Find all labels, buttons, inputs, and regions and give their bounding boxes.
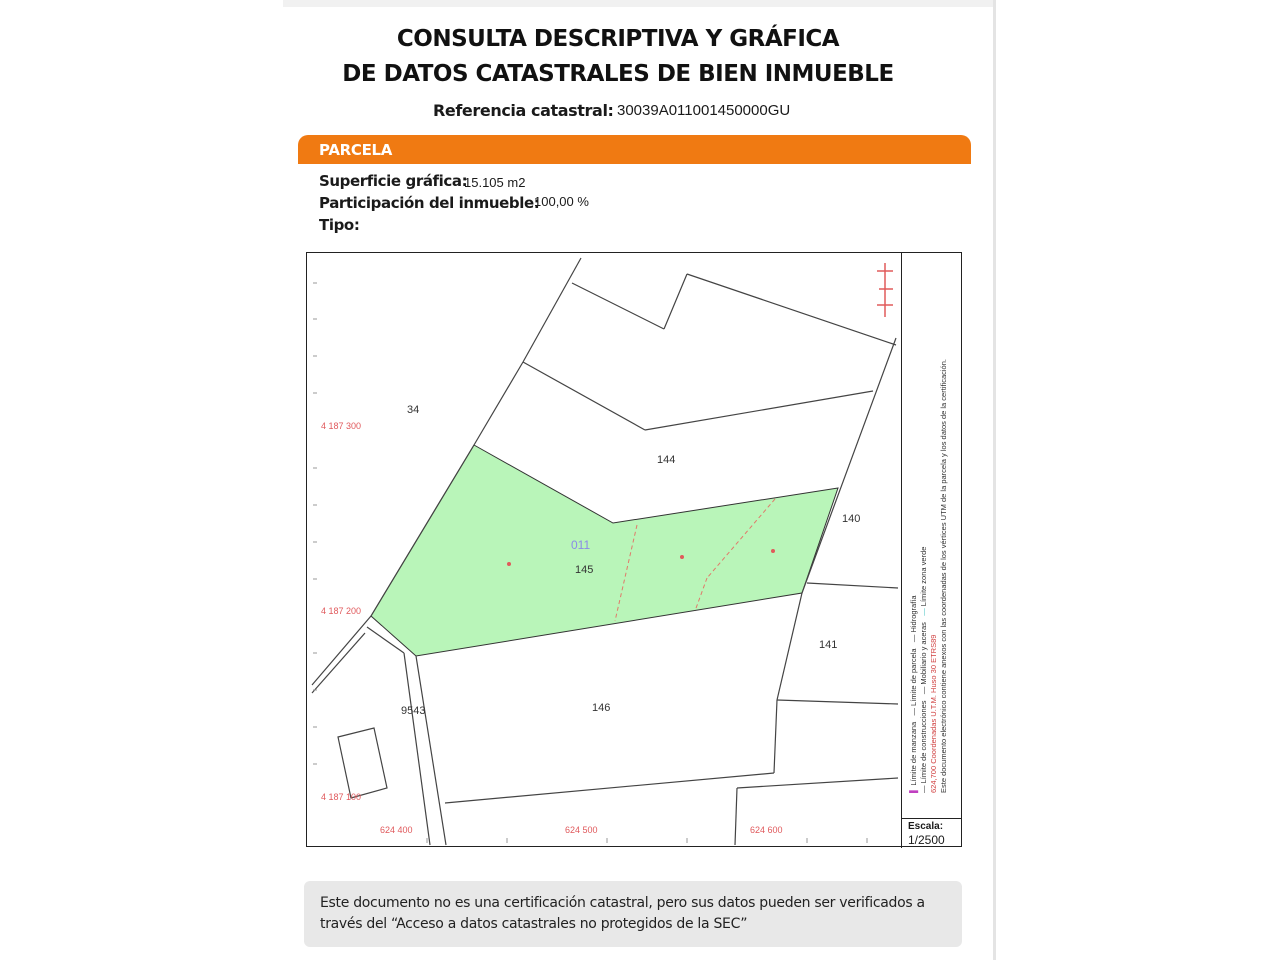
document-title-line1: CONSULTA DESCRIPTIVA Y GRÁFICA	[396, 26, 840, 52]
scale-value: 1/2500	[908, 833, 945, 847]
page-top-edge	[283, 0, 993, 7]
legend-limite-manzana: Límite de manzana	[909, 721, 918, 786]
disclaimer-box	[304, 881, 962, 947]
legend-hidrografia: Hidrografía	[909, 595, 918, 633]
cadastral-reference-value: 30039A011001450000GU	[617, 102, 791, 119]
x-coord-3: 624 600	[750, 825, 783, 835]
parcel-number-145: 145	[575, 564, 594, 576]
parcel-number-146: 146	[592, 702, 611, 714]
legend-limite-construcciones: Límite de construcciones	[919, 700, 928, 784]
parcel-number-34: 34	[407, 404, 420, 416]
superficie-label: Superficie gráfica:	[319, 172, 468, 190]
parcel-number-141: 141	[819, 639, 838, 651]
parcela-section-header	[298, 135, 971, 164]
parcel-number-140: 140	[842, 513, 861, 525]
superficie-value: 15.105 m2	[464, 175, 526, 190]
participacion-label: Participación del inmueble:	[319, 194, 540, 212]
y-coord-2: 4 187 200	[321, 606, 362, 616]
north-arrow-icon	[877, 263, 893, 317]
highlighted-parcel	[371, 445, 838, 656]
parcel-number-9543: 9543	[401, 705, 426, 717]
cadastral-map	[306, 252, 962, 847]
map-drawing	[307, 253, 901, 847]
map-legend	[909, 253, 959, 793]
scale-label: Escala:	[908, 821, 944, 832]
legend-limite-zona-verde: Límite zona verde	[919, 546, 928, 607]
y-coord-1: 4 187 300	[321, 421, 362, 431]
legend-limite-parcela: Límite de parcela	[909, 648, 918, 706]
document-page	[283, 0, 996, 960]
x-coord-2: 624 500	[565, 825, 598, 835]
tipo-label: Tipo:	[319, 216, 360, 234]
participacion-value: 100,00 %	[534, 194, 589, 209]
scale-box	[901, 818, 962, 848]
parcel-number-144: 144	[657, 454, 676, 466]
parcela-section-title: PARCELA	[319, 141, 393, 159]
x-coord-1: 624 400	[380, 825, 413, 835]
document-title-line2: DE DATOS CATASTRALES DE BIEN INMUEBLE	[342, 61, 894, 87]
legend-coordinates: 624,700 Coordenadas U.T.M. Huso 30 ETRS89	[929, 634, 938, 793]
legend-document-note: Este documento electrónico contiene anexos con las coordenadas de los vértices UTM de la parcela y los datos de la certificación.	[939, 359, 948, 793]
cadastral-reference-label: Referencia catastral:	[433, 101, 614, 120]
legend-row-2: — Límite de construcciones — Mobiliario y aceras — Límite zona verde	[919, 546, 928, 793]
zone-label: 011	[571, 538, 591, 552]
legend-mobiliario: Mobiliario y aceras	[919, 622, 928, 685]
disclaimer-text: Este documento no es una certificación catastral, pero sus datos pueden ser verificados a través del “Acceso a datos catastrales no protegidos de la SEC”	[320, 895, 925, 932]
legend-row-1: ▌ Límite de manzana — Límite de parcela — Hidrografía	[909, 595, 918, 793]
y-coord-3: 4 187 100	[321, 792, 362, 802]
